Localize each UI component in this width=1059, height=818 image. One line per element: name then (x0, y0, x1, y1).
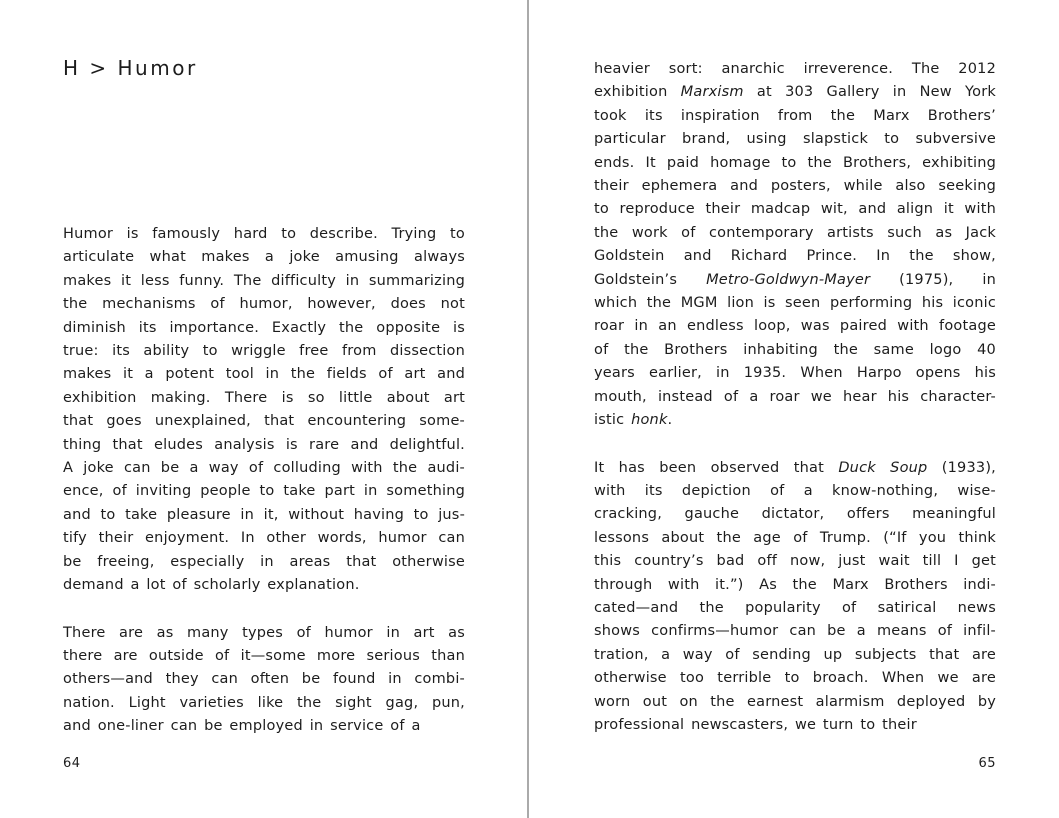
text-line: mouth, instead of a roar we hear his character- (594, 388, 996, 405)
text-line: tify their enjoyment. In other words, humor can (63, 530, 465, 547)
paragraph (63, 223, 465, 598)
right-page-body (594, 58, 996, 737)
paragraph (63, 622, 465, 739)
text-line: thing that eludes analysis is rare and delightful. (63, 436, 465, 453)
text-line: It has been observed that Duck Soup (1933), (594, 459, 996, 476)
text-line: that goes unexplained, that encountering some- (63, 413, 465, 430)
text-line: which the MGM lion is seen performing his iconic (594, 295, 996, 312)
text-line: with its depiction of a know-nothing, wise- (594, 482, 996, 499)
text-line: shows confirms—humor can be a means of infil- (594, 623, 996, 640)
page-divider (527, 0, 529, 818)
text-line: There are as many types of humor in art as (63, 624, 465, 641)
page-number-left: 64 (63, 756, 81, 771)
text-line: ends. It paid homage to the Brothers, exhibiting (594, 154, 996, 171)
text-line: otherwise too terrible to broach. When we are (594, 670, 996, 687)
paragraph (594, 457, 996, 738)
text-line: there are outside of it—some more serious than (63, 647, 465, 664)
text-line: through with it.”) As the Marx Brothers indi- (594, 576, 996, 593)
text-line: this country’s bad off now, just wait till I get (594, 553, 996, 570)
text-line: exhibition Marxism at 303 Gallery in New York (594, 84, 996, 101)
chapter-heading: H > Humor (63, 56, 198, 80)
text-line: others—and they can often be found in combi- (63, 671, 465, 688)
text-line: of the Brothers inhabiting the same logo 40 (594, 341, 996, 358)
text-line: professional newscasters, we turn to their (594, 716, 917, 733)
text-line: years earlier, in 1935. When Harpo opens his (594, 365, 996, 382)
text-line: be freeing, especially in areas that otherwise (63, 553, 465, 570)
text-line: particular brand, using slapstick to subversive (594, 131, 996, 148)
text-line: ence, of inviting people to take part in something (63, 483, 465, 500)
text-line: tration, a way of sending up subjects that are (594, 646, 996, 663)
text-line: demand a lot of scholarly explanation. (63, 577, 360, 594)
text-line: worn out on the earnest alarmism deployed by (594, 693, 996, 710)
text-line: exhibition making. There is so little about art (63, 389, 465, 406)
left-page-body (63, 223, 465, 739)
text-line: Humor is famously hard to describe. Trying to (63, 226, 465, 242)
paragraph (594, 58, 996, 433)
text-line: istic honk. (594, 412, 673, 429)
text-line: the mechanisms of humor, however, does not (63, 296, 465, 313)
text-line: Goldstein’s Metro-Goldwyn-Mayer (1975), in (594, 271, 996, 288)
page-number-right: 65 (978, 756, 996, 771)
text-line: cated—and the popularity of satirical news (594, 599, 996, 616)
text-line: true: its ability to wriggle free from dissection (63, 343, 465, 360)
text-line: makes it less funny. The difficulty in summarizing (63, 272, 465, 289)
text-line: diminish its importance. Exactly the opposite is (63, 319, 465, 336)
text-line: makes it a potent tool in the fields of art and (63, 366, 465, 383)
text-line: A joke can be a way of colluding with the audi- (63, 460, 465, 477)
text-line: articulate what makes a joke amusing always (63, 249, 465, 266)
text-line: cracking, gauche dictator, offers meaningful (594, 506, 996, 523)
text-line: and one-liner can be employed in service of a (63, 718, 421, 735)
text-line: lessons about the age of Trump. (“If you think (594, 529, 996, 546)
text-line: heavier sort: anarchic irreverence. The 2012 (594, 61, 996, 77)
text-line: the work of contemporary artists such as Jack (594, 224, 996, 241)
text-line: to reproduce their madcap wit, and align it with (594, 201, 996, 218)
text-line: nation. Light varieties like the sight gag, pun, (63, 694, 465, 711)
text-line: and to take pleasure in it, without having to jus- (63, 506, 465, 523)
text-line: their ephemera and posters, while also seeking (594, 178, 996, 195)
text-line: roar in an endless loop, was paired with footage (594, 318, 996, 335)
text-line: took its inspiration from the Marx Brothers’ (594, 107, 996, 124)
text-line: Goldstein and Richard Prince. In the show, (594, 248, 996, 265)
